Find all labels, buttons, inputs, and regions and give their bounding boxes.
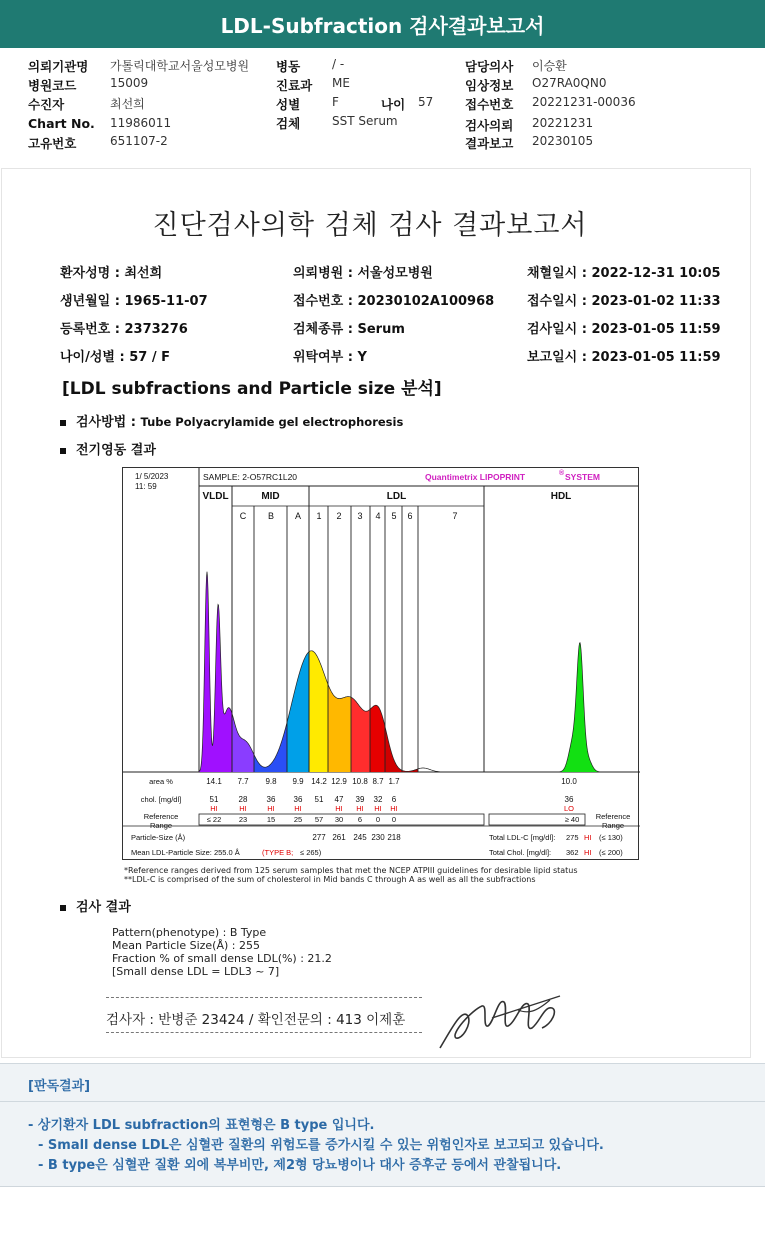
chart-sample: SAMPLE: 2-O57RC1L20 [203, 472, 298, 482]
area-value: 10.0 [561, 777, 577, 786]
label-hospital-code: 병원코드 [28, 78, 77, 93]
total-chol-label: Total Chol. [mg/dl]: [489, 848, 552, 857]
chol-value: 39 [355, 795, 365, 804]
ref-value: 15 [266, 815, 276, 824]
particle-size-value: 277 [312, 833, 326, 842]
result-label: 검사 결과 [76, 900, 131, 915]
label-unique-number: 고유번호 [28, 136, 77, 151]
opinion-heading: [판독결과] [28, 1079, 91, 1094]
value-result-report: 20230105 [532, 134, 594, 148]
chol-row-label: chol. [mg/dl] [140, 795, 182, 804]
chol-flag: HI [239, 804, 247, 813]
label-chart-no: Chart No. [28, 116, 95, 131]
chart-date: 1/ 5/2023 [135, 472, 169, 481]
value-ward: / - [332, 57, 345, 71]
band-label-1: 1 [316, 511, 322, 521]
band-label-4: 4 [375, 511, 381, 521]
footnote-reference-ranges: *Reference ranges derived from 125 serum samples that met the NCEP ATPIII guidelines for desirable lipid status [124, 866, 578, 875]
value-department: ME [332, 76, 350, 90]
curve-segment [287, 652, 309, 772]
value-chart-no: 11986011 [110, 116, 172, 130]
band-label-c: C [239, 511, 247, 521]
age-sex: 나이/성별 : 57 / F [60, 350, 171, 365]
ref-value: 57 [314, 815, 324, 824]
total-chol-ref: (≤ 200) [599, 848, 623, 857]
opinion-divider [0, 1101, 765, 1102]
label-patient: 수진자 [28, 97, 65, 112]
test-datetime: 검사일시 : 2023-01-05 11:59 [527, 322, 721, 337]
lipoprint-svg [123, 468, 640, 861]
lipoprint-chart [122, 467, 639, 860]
total-ldl-value: 275 [566, 833, 579, 842]
chart-brand: Quantimetrix LIPOPRINT [425, 472, 526, 482]
chol-flag: HI [374, 804, 382, 813]
chol-flag: HI [390, 804, 398, 813]
chart-curve [199, 572, 638, 772]
curve-segment [351, 697, 370, 772]
handwritten-signature [432, 988, 568, 1058]
electrophoresis-label: 전기영동 결과 [76, 443, 156, 458]
chol-flag: HI [335, 804, 343, 813]
band-label-6: 6 [407, 511, 413, 521]
method-line [60, 411, 403, 430]
method-value: Tube Polyacrylamide gel electrophoresis [140, 415, 404, 429]
chol-flag: HI [210, 804, 218, 813]
label-specimen: 검체 [276, 116, 301, 131]
area-value: 1.7 [388, 777, 400, 786]
chol-flag: HI [294, 804, 302, 813]
label-age: 나이 [381, 97, 406, 112]
value-unique-number: 651107-2 [110, 134, 168, 148]
opinion-line-3: - B type은 심혈관 질환 외에 복부비만, 제2형 당뇨병이나 대사 증후군 등에서 관찰됩니다. [38, 1158, 562, 1173]
label-receipt-number: 접수번호 [465, 97, 514, 112]
ref-row-label-1: Reference [143, 812, 179, 821]
signature-bottom-divider [106, 1032, 422, 1033]
label-result-report: 결과보고 [465, 136, 514, 151]
chart-brand-reg: ® [559, 470, 565, 477]
signature-text: 검사자 : 반병준 23424 / 확인전문의 : 413 이제훈 [106, 1012, 406, 1028]
total-ldl-ref: (≤ 130) [599, 833, 623, 842]
document-title: 진단검사의학 검체 검사 결과보고서 [152, 210, 588, 241]
chol-value: 28 [238, 795, 248, 804]
report-title-bar [0, 0, 765, 48]
group-label-ldl: LDL [386, 491, 407, 502]
particle-size-value: 230 [371, 833, 385, 842]
chol-value: 36 [293, 795, 303, 804]
type-b-ref: ≤ 265) [300, 848, 322, 857]
bullet-icon [60, 420, 66, 426]
electrophoresis-heading [60, 439, 156, 458]
curve-segment [328, 684, 351, 772]
particle-size-value: 261 [332, 833, 346, 842]
signature-top-divider [106, 997, 422, 998]
value-requesting-institution: 가톨릭대학교서울성모병원 [110, 59, 250, 73]
mean-particle-size: Mean LDL-Particle Size: 255.0 Å [131, 848, 240, 857]
specimen-type: 검체종류 : Serum [293, 322, 405, 337]
report-datetime: 보고일시 : 2023-01-05 11:59 [527, 350, 721, 365]
value-doctor: 이승환 [532, 59, 567, 73]
ref-right-label-1: Reference [595, 812, 631, 821]
chart-time: 11: 59 [135, 482, 157, 491]
chol-value: 51 [314, 795, 324, 804]
area-value: 14.1 [206, 777, 222, 786]
band-label-a: A [294, 511, 302, 521]
chol-flag: HI [356, 804, 364, 813]
label-ward: 병동 [276, 59, 301, 74]
curve-segment [309, 651, 328, 772]
chol-value: 36 [564, 795, 574, 804]
ref-value: 23 [238, 815, 248, 824]
ref-value: 6 [357, 815, 363, 824]
value-specimen: SST Serum [332, 114, 398, 128]
chol-flag: HI [267, 804, 275, 813]
band-label-2: 2 [336, 511, 342, 521]
receipt-number: 접수번호 : 20230102A100968 [293, 294, 495, 309]
patient-name: 환자성명 : 최선희 [60, 266, 163, 281]
band-label-b: B [267, 511, 275, 521]
opinion-line-1: - 상기환자 LDL subfraction의 표현형은 B type 입니다. [28, 1118, 375, 1133]
opinion-line-2: - Small dense LDL은 심혈관 질환의 위험도를 증가시킬 수 있는 위험인자로 보고되고 있습니다. [38, 1138, 604, 1153]
chol-value: 32 [373, 795, 383, 804]
area-value: 14.2 [311, 777, 327, 786]
group-label-mid: MID [261, 491, 280, 502]
area-value: 10.8 [352, 777, 368, 786]
consignment: 위탁여부 : Y [293, 350, 367, 365]
chart-frame-lines [123, 468, 640, 826]
receipt-datetime: 접수일시 : 2023-01-02 11:33 [527, 294, 721, 309]
footnote-ldl-c: **LDL-C is comprised of the sum of cholesterol in Mid bands C through A as well as all the subfractions [124, 875, 536, 884]
bullet-icon [60, 905, 66, 911]
value-age: 57 [418, 95, 434, 109]
ref-value: 0 [391, 815, 397, 824]
ref-value: ≥ 40 [564, 815, 580, 824]
band-label-5: 5 [391, 511, 397, 521]
label-doctor: 담당의사 [465, 59, 514, 74]
total-chol-value: 362 [566, 848, 579, 857]
result-heading [60, 896, 131, 915]
total-ldl-label: Total LDL-C [mg/dl]: [489, 833, 556, 842]
result-pattern: Pattern(phenotype) : B Type [112, 926, 267, 939]
registration-number: 등록번호 : 2373276 [60, 322, 188, 337]
value-test-request: 20221231 [532, 116, 594, 130]
chart-brand-tail: SYSTEM [565, 472, 600, 482]
birth-date: 생년월일 : 1965-11-07 [60, 294, 208, 309]
type-b-label: (TYPE B; [262, 848, 294, 857]
ref-value: 25 [293, 815, 303, 824]
group-label-hdl: HDL [550, 491, 572, 502]
collection-datetime: 채혈일시 : 2022-12-31 10:05 [527, 266, 721, 281]
method-label: 검사방법 : [76, 415, 136, 430]
ref-value: 30 [334, 815, 344, 824]
area-value: 7.7 [237, 777, 249, 786]
chol-value: 51 [209, 795, 219, 804]
area-value: 8.7 [372, 777, 384, 786]
result-lines [112, 926, 332, 978]
result-small-dense: [Small dense LDL = LDL3 ~ 7] [112, 965, 280, 978]
band-label-3: 3 [357, 511, 363, 521]
area-row-label: area % [149, 777, 173, 786]
label-requesting-institution: 의뢰기관명 [28, 59, 89, 74]
value-clinical-info: O27RA0QN0 [532, 76, 607, 90]
label-sex: 성별 [276, 97, 301, 112]
result-fraction: Fraction % of small dense LDL(%) : 21.2 [112, 952, 332, 965]
result-mean-size: Mean Particle Size(Å) : 255 [112, 939, 260, 952]
value-patient: 최선희 [110, 97, 145, 111]
particle-size-value: 245 [353, 833, 367, 842]
value-hospital-code: 15009 [110, 76, 149, 90]
section-heading: [LDL subfractions and Particle size 분석] [62, 379, 442, 399]
ref-value: ≤ 22 [206, 815, 222, 824]
chol-value: 47 [334, 795, 344, 804]
total-chol-flag: HI [584, 848, 592, 857]
value-sex: F [332, 95, 339, 109]
chol-value: 6 [391, 795, 397, 804]
total-ldl-flag: HI [584, 833, 592, 842]
ref-row-label-2: Range [149, 821, 173, 830]
requesting-hospital: 의뢰병원 : 서울성모병원 [293, 266, 433, 281]
label-department: 진료과 [276, 78, 313, 93]
area-value: 9.9 [292, 777, 304, 786]
label-test-request: 검사의뢰 [465, 118, 514, 133]
header-info [0, 50, 765, 154]
ref-right-label-2: Range [601, 821, 625, 830]
bullet-icon [60, 448, 66, 454]
area-value: 9.8 [265, 777, 277, 786]
particle-size-value: 218 [387, 833, 401, 842]
particle-size-label: Particle-Size (Å) [131, 833, 186, 842]
area-value: 12.9 [331, 777, 347, 786]
chol-value: 36 [266, 795, 276, 804]
report-title: LDL-Subfraction 검사결과보고서 [220, 13, 545, 38]
ref-value: 0 [375, 815, 381, 824]
label-clinical-info: 임상정보 [465, 78, 514, 93]
curve-segment [370, 705, 385, 772]
band-label-7: 7 [452, 511, 458, 521]
group-label-vldl: VLDL [202, 491, 229, 502]
curve-segment [232, 714, 254, 773]
chol-flag: LO [563, 804, 575, 813]
curve-segment [385, 727, 402, 773]
value-receipt-number: 20221231-00036 [532, 95, 636, 109]
